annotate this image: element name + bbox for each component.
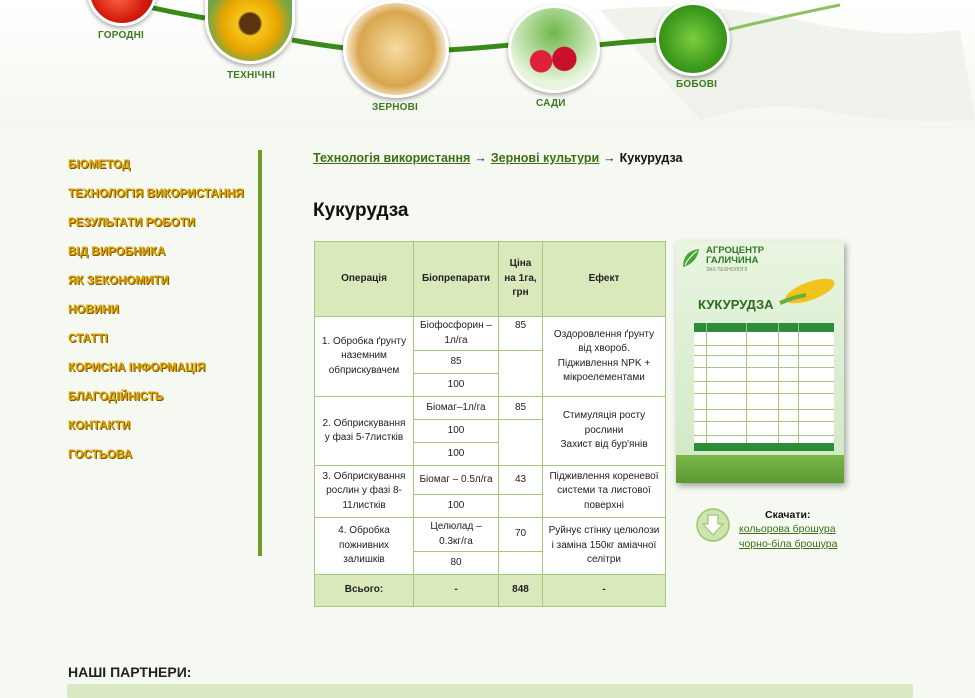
table-total-bio: -	[414, 575, 499, 607]
table-header-effect: Ефект	[543, 242, 666, 317]
table-cell-price: 43	[499, 466, 543, 495]
table-cell-bio: Целюлад – 0.3кг/га	[414, 518, 499, 552]
partners-title: НАШІ ПАРТНЕРИ:	[68, 664, 192, 680]
table-header-price: Ціна на 1га, грн	[499, 242, 543, 317]
crop-label-sady[interactable]: САДИ	[536, 98, 566, 109]
sidebar-item-korysna-informatsiia[interactable]: КОРИСНА ІНФОРМАЦІЯ	[68, 362, 206, 374]
download-bw-brochure-link[interactable]: чорно-біла брошура	[739, 538, 838, 550]
peas-icon[interactable]	[656, 2, 730, 76]
table-total-row	[315, 575, 666, 607]
partners-bar	[67, 684, 913, 698]
crop-label-horodni[interactable]: ГОРОДНІ	[98, 30, 145, 41]
table-cell-effect: Оздоровлення ґрунту від хвороб. Підживлення NPK + мікроелементами	[543, 317, 666, 397]
breadcrumb-current: Кукурудза	[619, 151, 683, 165]
sidebar-item-yak-zekonomyty[interactable]: ЯК ЗЕКОНОМИТИ	[68, 275, 170, 287]
crop-label-zernovi[interactable]: ЗЕРНОВІ	[372, 102, 419, 113]
corn-cob-icon	[776, 271, 836, 311]
table-row	[315, 397, 666, 420]
breadcrumb-link-tekhnolohiia[interactable]: Технологія використання	[313, 151, 471, 165]
table-row	[315, 466, 666, 495]
breadcrumb-arrow: →	[474, 151, 487, 165]
table-cell-price	[499, 351, 543, 397]
sidebar-item-rezultaty[interactable]: РЕЗУЛЬТАТИ РОБОТИ	[68, 217, 196, 229]
table-cell-price: 70	[499, 518, 543, 552]
download-color-brochure-link[interactable]: кольорова брошура	[739, 523, 836, 535]
table-cell-operation: 2. Обприскування у фазі 5-7листків	[315, 397, 414, 466]
table-cell-price: 85	[499, 397, 543, 420]
banner-background	[0, 0, 975, 130]
download-icon[interactable]	[696, 508, 730, 542]
table-cell-bio: Біофосфорин –1л/га	[414, 317, 499, 351]
agrocenter-logo-icon	[681, 247, 701, 269]
table-cell-operation: 4. Обробка пожнивних залишків	[315, 518, 414, 575]
operations-table	[314, 241, 666, 607]
table-cell-price	[499, 552, 543, 575]
sidebar-item-kontakty[interactable]: КОНТАКТИ	[68, 420, 131, 432]
table-cell-bio: 80	[414, 552, 499, 575]
table-row	[315, 317, 666, 351]
table-cell-bio: Біомаг – 0.5л/га	[414, 466, 499, 495]
sidebar-item-vid-vyrobnyka[interactable]: ВІД ВИРОБНИКА	[68, 246, 166, 258]
brochure-mini-table	[694, 323, 834, 451]
sidebar-item-hostova[interactable]: ГОСТЬОВА	[68, 449, 133, 461]
table-cell-bio: 100	[414, 420, 499, 443]
sidebar-item-biometod[interactable]: БІОМЕТОД	[68, 159, 131, 171]
table-cell-price: 85	[499, 317, 543, 351]
cherry-icon[interactable]	[508, 5, 600, 93]
table-row	[315, 518, 666, 552]
table-total-label: Всього:	[315, 575, 414, 607]
wheat-icon[interactable]	[343, 0, 449, 98]
sidebar-item-statti[interactable]: СТАТТІ	[68, 333, 108, 345]
breadcrumb	[313, 151, 683, 165]
brochure-thumbnail[interactable]	[676, 241, 844, 483]
brochure-footer	[676, 455, 844, 483]
table-cell-price	[499, 495, 543, 518]
effect-text-2: Захист від бур'янів	[560, 439, 648, 451]
sidebar-item-tekhnolohiia[interactable]: ТЕХНОЛОГІЯ ВИКОРИСТАННЯ	[68, 188, 244, 200]
sidebar-divider	[258, 150, 262, 556]
breadcrumb-link-zernovi[interactable]: Зернові культури	[490, 151, 600, 165]
brochure-title: КУКУРУДЗА	[698, 297, 774, 312]
table-cell-bio: 100	[414, 374, 499, 397]
table-cell-operation: 1. Обробка ґрунту наземним обприскувачем	[315, 317, 414, 397]
table-cell-bio: 100	[414, 443, 499, 466]
table-header-biopreparaty: Біопрепарати	[414, 242, 499, 317]
table-total-effect: -	[543, 575, 666, 607]
crop-label-tekhnichni[interactable]: ТЕХНІЧНІ	[227, 70, 276, 81]
table-cell-effect: Руйнує стінку целюлози і заміна 150кг аміачної селітри	[543, 518, 666, 575]
top-banner	[0, 0, 975, 130]
table-header-row	[315, 242, 666, 317]
sidebar-item-novyny[interactable]: НОВИНИ	[68, 304, 119, 316]
crop-label-bobovi[interactable]: БОБОВІ	[676, 79, 718, 90]
table-cell-operation: 3. Обприскування рослин у фазі 8-11листків	[315, 466, 414, 518]
table-total-price: 848	[499, 575, 543, 607]
table-cell-bio: 100	[414, 495, 499, 518]
download-title: Скачати:	[765, 509, 811, 521]
brochure-brand-line1: АГРОЦЕНТР	[706, 245, 765, 256]
table-cell-bio: Біомаг–1л/га	[414, 397, 499, 420]
effect-text: Стимуляція росту рослини	[562, 410, 646, 436]
brochure-brand-sub: ЗАХ-ТЕХНОЛОГІЇ	[706, 267, 748, 273]
brochure-brand-line2: ГАЛИЧИНА	[706, 255, 759, 266]
table-cell-effect: Підживлення кореневої системи та листової поверхні	[543, 466, 666, 518]
breadcrumb-arrow: →	[603, 151, 616, 165]
page-title: Кукурудза	[313, 200, 409, 221]
table-cell-price	[499, 420, 543, 466]
table-header-operation: Операція	[315, 242, 414, 317]
table-cell-bio: 85	[414, 351, 499, 374]
brochure-brand	[706, 246, 764, 266]
table-cell-effect	[543, 397, 666, 466]
sidebar-item-blahodiinist[interactable]: БЛАГОДІЙНІСТЬ	[68, 391, 164, 403]
